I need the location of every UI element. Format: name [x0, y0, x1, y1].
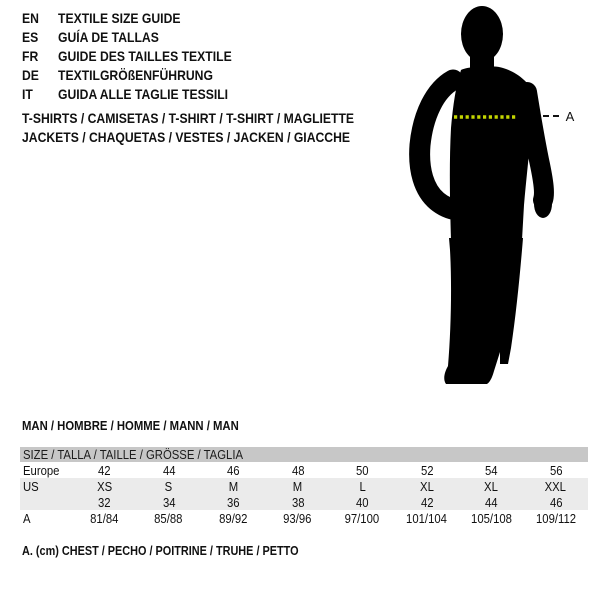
language-text: TEXTILE SIZE GUIDE [58, 10, 181, 26]
category-jackets-label: JACKETS / CHAQUETAS / VESTES / JACKEN / GIACCHE [22, 129, 351, 145]
size-cell: 109/112 [535, 510, 576, 526]
language-code: EN [22, 10, 39, 26]
size-table-header-text: SIZE / TALLA / TAILLE / GRÖSSE / TAGLIA [23, 447, 244, 462]
language-code: ES [22, 29, 39, 45]
man-silhouette-svg [405, 0, 565, 400]
size-cell: 44 [162, 462, 176, 478]
language-row-en [22, 9, 258, 28]
size-cell: 46 [226, 462, 240, 478]
man-silhouette-shape [420, 6, 552, 384]
size-cell: 48 [291, 462, 305, 478]
size-cell: 38 [291, 494, 305, 510]
section-title-text: MAN / HOMBRE / HOMME / MANN / MAN [22, 418, 239, 433]
size-cell: 36 [226, 494, 240, 510]
size-table-row-europe [20, 462, 588, 478]
measure-a-label: A [565, 109, 575, 124]
size-cell: 56 [549, 462, 563, 478]
size-cell: M [293, 478, 303, 494]
size-cell: 40 [355, 494, 369, 510]
measurement-footnote-text: A. (cm) CHEST / PECHO / POITRINE / TRUHE / PETTO [22, 544, 299, 558]
size-cell: 85/88 [154, 510, 183, 526]
measure-a-connector-dashes [543, 115, 559, 117]
size-cell: 50 [355, 462, 369, 478]
size-cell: 54 [484, 462, 498, 478]
size-table-row-us-numeric [20, 494, 588, 510]
size-cell: L [359, 478, 366, 494]
category-tshirts [22, 109, 404, 128]
size-cell: 42 [97, 462, 111, 478]
language-text: TEXTILGRÖßENFÜHRUNG [58, 67, 213, 83]
size-cell: 81/84 [90, 510, 119, 526]
garment-categories [22, 109, 404, 147]
language-row-de [22, 66, 258, 85]
row-label: US [23, 478, 39, 494]
row-label [20, 495, 72, 510]
size-cell: 42 [420, 494, 434, 510]
language-code: FR [22, 48, 39, 64]
size-cell: 34 [162, 494, 176, 510]
language-text: GUÍA DE TALLAS [58, 29, 159, 45]
size-cell: 44 [484, 494, 498, 510]
size-cell: 52 [420, 462, 434, 478]
size-cell: XS [96, 478, 112, 494]
size-cell: M [228, 478, 238, 494]
size-table-header [20, 447, 588, 462]
language-text: GUIDE DES TAILLES TEXTILE [58, 48, 232, 64]
language-row-es [22, 28, 258, 47]
size-cell: 46 [549, 494, 563, 510]
row-label: A [23, 510, 31, 526]
size-table-row-a-chest [20, 510, 588, 526]
language-row-fr [22, 47, 258, 66]
row-label: Europe [23, 462, 60, 478]
size-cell: S [164, 478, 173, 494]
category-tshirts-label: T-SHIRTS / CAMISETAS / T-SHIRT / T-SHIRT / MAGLIETTE [22, 110, 355, 126]
size-cell: 93/96 [283, 510, 312, 526]
size-table-row-us [20, 478, 588, 494]
language-code: IT [22, 86, 33, 102]
man-silhouette-figure [405, 0, 565, 400]
section-title-man [22, 418, 271, 434]
size-cell: 101/104 [406, 510, 448, 526]
size-cell: 32 [97, 494, 111, 510]
category-jackets [22, 128, 404, 147]
measurement-footnote [22, 544, 340, 559]
size-cell: XL [419, 478, 434, 494]
size-cell: 97/100 [344, 510, 380, 526]
language-list [22, 9, 258, 104]
language-text: GUIDA ALLE TAGLIE TESSILI [58, 86, 229, 102]
size-table [20, 447, 588, 526]
size-cell: XL [484, 478, 499, 494]
language-row-it [22, 85, 258, 104]
size-cell: 89/92 [219, 510, 248, 526]
size-cell: XXL [545, 478, 567, 494]
language-code: DE [22, 67, 39, 83]
size-cell: 105/108 [470, 510, 512, 526]
